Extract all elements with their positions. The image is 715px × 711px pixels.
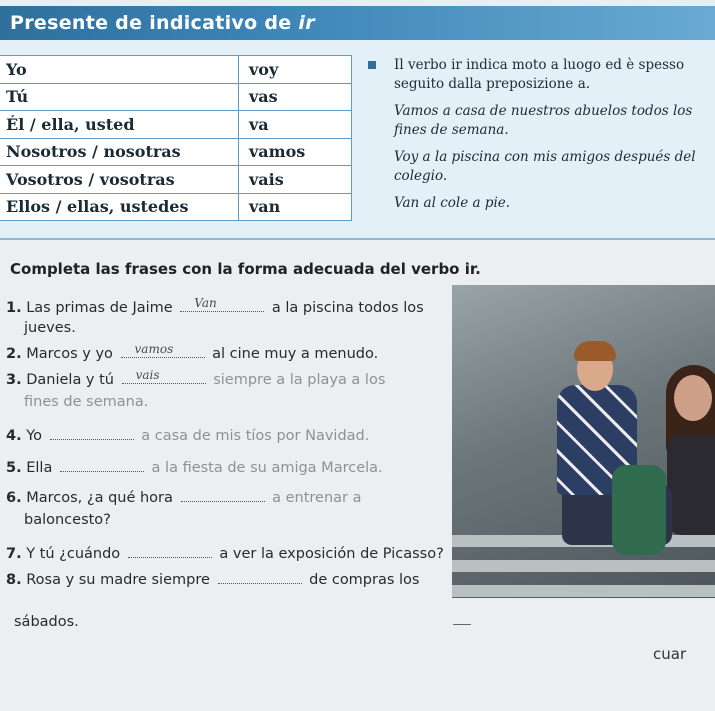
pronoun-cell: Vosotros / vosotras <box>0 166 239 194</box>
example-sentence: Van al cole a pie. <box>394 195 511 211</box>
stair-step <box>452 585 715 597</box>
exercise-text: al cine muy a menudo. <box>212 346 379 362</box>
table-row <box>0 138 352 166</box>
answer-blank[interactable] <box>218 570 302 584</box>
girl-figure <box>667 435 715 535</box>
exercise-text: Daniela y tú <box>26 372 114 388</box>
exercise-item <box>6 488 476 506</box>
exercise-text: a ver la exposición de Picasso? <box>219 546 444 562</box>
square-bullet-icon <box>368 61 376 69</box>
exercise-continuation: fines de semana. <box>24 394 149 410</box>
exercise-item <box>6 544 476 562</box>
answer-blank[interactable] <box>181 488 265 502</box>
answer-blank[interactable] <box>60 458 144 472</box>
exercise-number: 8. <box>6 572 22 588</box>
verb-cell: van <box>239 193 352 221</box>
exercise-item <box>6 370 476 388</box>
exercise-text: Ella <box>26 460 53 476</box>
pronoun-cell: Ellos / ellas, ustedes <box>0 193 239 221</box>
backpack <box>612 465 666 555</box>
exercise-instruction: Completa las frases con la forma adecuada del verbo ir. <box>10 260 481 278</box>
exercise-text: a casa de mis tíos por Navidad. <box>141 428 370 444</box>
pronoun-cell: Yo <box>0 56 239 84</box>
table-row <box>0 111 352 139</box>
exercise-number: 4. <box>6 428 22 444</box>
verb-cell: vas <box>239 83 352 111</box>
exercise-item <box>6 426 476 444</box>
verb-cell: voy <box>239 56 352 84</box>
page-mark <box>453 624 471 625</box>
exercise-number: 3. <box>6 372 22 388</box>
table-row <box>0 193 352 221</box>
verb-cell: va <box>239 111 352 139</box>
table-row <box>0 166 352 194</box>
exercise-text: Y tú ¿cuándo <box>26 546 121 562</box>
exercise-item <box>6 298 476 316</box>
exercise-text: Yo <box>26 428 43 444</box>
conjugation-table <box>0 55 352 221</box>
handwritten-answer: vais <box>135 368 160 382</box>
example-sentence: Vamos a casa de nuestros abuelos todos los fines de semana. <box>394 103 693 138</box>
exercise-text: Las primas de Jaime <box>26 300 173 316</box>
exercise-text: Marcos y yo <box>26 346 113 362</box>
exercise-text: Marcos, ¿a qué hora <box>26 490 173 506</box>
exercise-item <box>6 344 476 362</box>
verb-cell: vamos <box>239 138 352 166</box>
exercise-continuation: baloncesto? <box>24 512 111 528</box>
table-row <box>0 56 352 84</box>
handwritten-answer: vamos <box>134 342 174 356</box>
section-divider <box>0 238 715 240</box>
boy-hair <box>574 341 616 361</box>
exercise-continuation: sábados. <box>14 614 79 630</box>
exercise-number: 7. <box>6 546 22 562</box>
verb-cell: vais <box>239 166 352 194</box>
exercise-number: 1. <box>6 300 22 316</box>
answer-blank[interactable] <box>121 344 205 358</box>
exercise-text: a la fiesta de su amiga Marcela. <box>151 460 383 476</box>
answer-blank[interactable] <box>122 370 206 384</box>
table-row <box>0 83 352 111</box>
exercise-number: 5. <box>6 460 22 476</box>
exercise-text: Rosa y su madre siempre <box>26 572 210 588</box>
exercise-continuation: jueves. <box>24 320 76 336</box>
grammar-note <box>368 56 713 221</box>
exercise-text: a la piscina todos los <box>271 300 424 316</box>
page-fragment-text: cuar <box>653 645 687 663</box>
rule-text: Il verbo ir indica moto a luogo ed è spesso seguito dalla preposizione a. <box>394 57 685 92</box>
answer-blank[interactable] <box>50 426 134 440</box>
exercise-item <box>6 458 476 476</box>
pronoun-cell: Él / ella, usted <box>0 111 239 139</box>
pronoun-cell: Nosotros / nosotras <box>0 138 239 166</box>
exercise-item <box>6 570 476 588</box>
girl-face <box>674 375 712 421</box>
exercise-text: a entrenar a <box>272 490 362 506</box>
section-title: Presente de indicativo de ir <box>10 12 315 34</box>
answer-blank[interactable] <box>180 298 264 312</box>
stair-step <box>452 560 715 572</box>
answer-blank[interactable] <box>128 544 212 558</box>
example-sentence: Voy a la piscina con mis amigos después del colegio. <box>394 149 696 184</box>
pronoun-cell: Tú <box>0 83 239 111</box>
exercise-text: de compras los <box>309 572 420 588</box>
exercise-number: 2. <box>6 346 22 362</box>
exercise-text: siempre a la playa a los <box>213 372 386 388</box>
handwritten-answer: Van <box>194 296 217 310</box>
exercise-number: 6. <box>6 490 22 506</box>
